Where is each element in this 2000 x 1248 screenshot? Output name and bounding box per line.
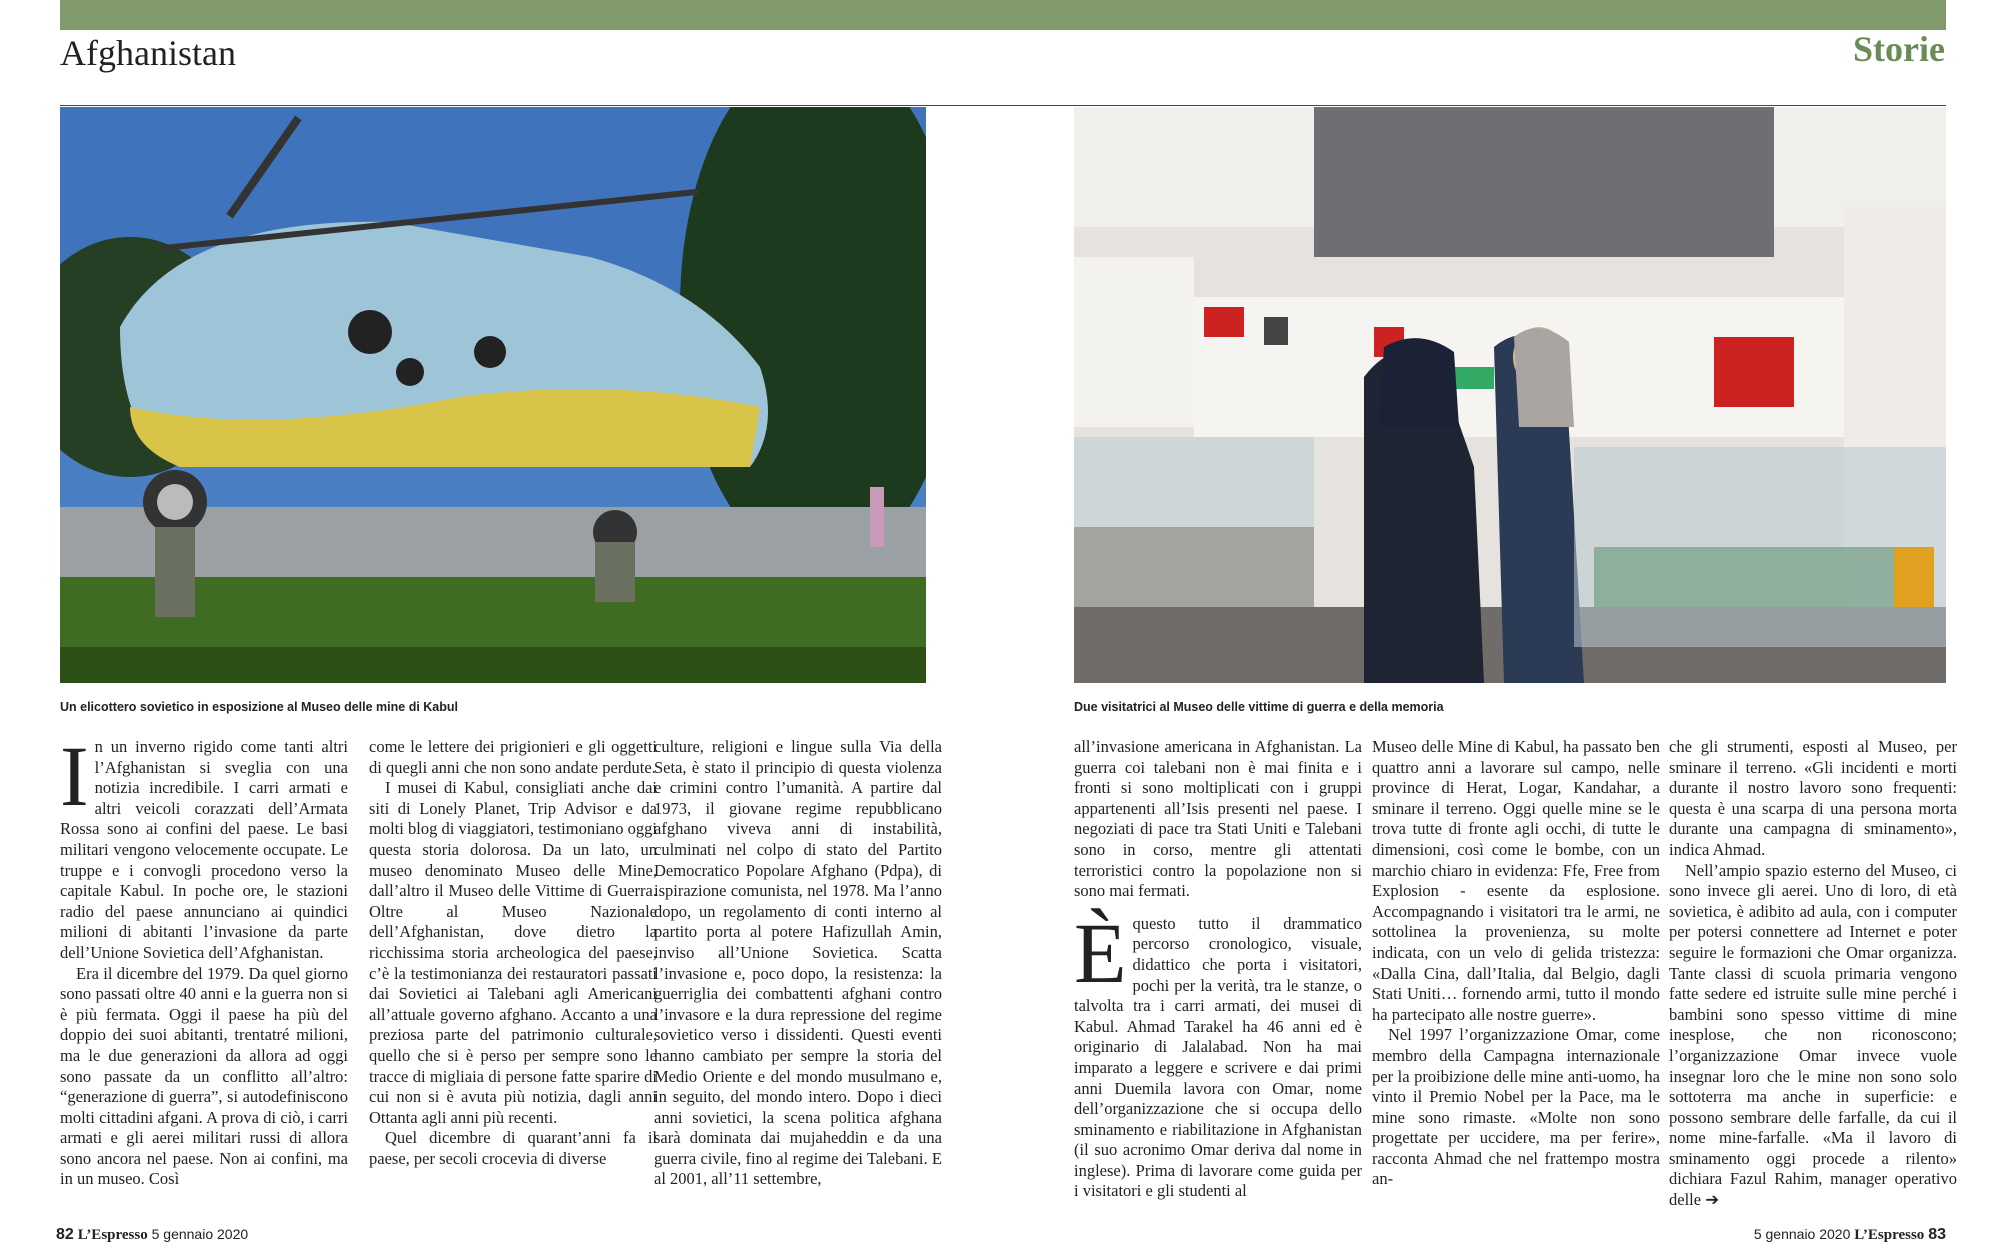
- article-column-1: [60, 728, 348, 1190]
- page-number-left: 82: [56, 1226, 74, 1243]
- article-paragraph: culture, religioni e lingue sulla Via della Seta, è stato il principio di questa violenza e crimini contro l’umanità. A partire dal 1973, il giovane regime repubblicano afghano viveva anni di instabilità, culminati nel colpo di stato del Partito Democratico Popolare Afghano (Pdpa), di ispirazione comunista, nel 1978. Ma l’anno dopo, un regolamento di conti interno al partito porta al potere Hafizullah Amin, inviso all’Unione Sovietica. Scatta l’invasione e, poco dopo, la resistenza: la guerriglia dei combattenti afghani contro l’invasore e la dura repressione del regime sovietico verso i dissidenti. Questi eventi hanno cambiato per sempre la storia del Medio Oriente e del mondo musulmano e, in seguito, del mondo intero. Dopo i dieci anni sovietici, la scena politica afghana sarà dominata dai mujaheddin e da una guerra civile, fino al regime dei Talebani. E al 2001, all’11 settembre,: [654, 737, 942, 1189]
- helicopter-photo: [60, 107, 926, 683]
- article-paragraph: Èquesto tutto il drammatico percorso cronologico, visuale, didattico che porta i visitatori, pochi per la verità, tra le stanze, o talvolta tra i carri armati, dei musei di Kabul. Ahmad Tarakel ha 46 anni ed è originario di Jalalabad. Non ha mai imparato a leggere e scrivere e dai primi anni Duemila lavora con Omar, nome dell’organizzazione che si occupa dello sminamento e riabilitazione in Afghanistan (il suo acronimo Omar deriva dal nome in inglese). Prima di lavorare come guida per i visitatori e gli studenti al: [1074, 904, 1362, 1201]
- footer-right: [1754, 1226, 1946, 1244]
- issue-date: 5 gennaio 2020: [1753, 1226, 1851, 1242]
- article-column-3: [654, 737, 942, 1190]
- article-paragraph: Museo delle Mine di Kabul, ha passato ben quattro anni a lavorare sul campo, nelle province di Herat, Logar, Kandahar, a sminare il terreno. Oggi quelle mine se le trova tutte di fronte agli occhi, di tutte le dimensioni, così come le bombe, con un marchio chiaro in evidenza: Ffe, Free from Explosion - esente da esplosione. Accompagnando i visitatori tra le armi, ne sottolinea la provenienza, su molte indicata, con un velo di gelida tristezza: «Dalla Cina, dall’Italia, dal Belgio, dagli Stati Uniti… fornendo armi, tutto il mondo ha partecipato alle nostre guerre».: [1372, 737, 1660, 1024]
- article-paragraph: come le lettere dei prigionieri e gli oggetti di quegli anni che non sono andate perdute.: [369, 737, 657, 777]
- article-column-4: [1074, 737, 1362, 1202]
- article-paragraph: che gli strumenti, esposti al Museo, per sminare il terreno. «Gli incidenti e morti durante il nostro lavoro sono frequenti: questa è una scarpa di una persona morta durante una campagna di sminamento», indica Ahmad.: [1669, 737, 1957, 859]
- article-paragraph: Era il dicembre del 1979. Da quel giorno sono passati oltre 40 anni e la guerra non si è più fermata. Oggi il paese ha più del doppio dei suoi abitanti, trentatré milioni, ma le due generazioni da allora ad oggi sono passate da un conflitto all’altro: “generazione di guerra”, si autodefiniscono molti cittadini afgani. A prova di ciò, i carri armati e gli aerei militari russi di allora sono ancora nel paese. Non ai confini, ma in un museo. Così: [60, 963, 348, 1189]
- article-column-6: [1669, 737, 1957, 1211]
- section-title-right: Storie: [1853, 29, 1945, 69]
- article-paragraph: Nell’ampio spazio esterno del Museo, ci sono invece gli aerei. Uno di loro, di età sovietica, è adibito ad aula, con i computer per potersi connettere ad Internet e poter seguire le formazioni che Omar organizza. Tante classi di scuola primaria vengono fatte sedere ed istruite sulle mine perché i bambini sono spesso vittime di mine inesplose, che non riconoscono; l’organizzazione Omar invece vuole insegnar loro che le mine non sono solo sottoterra ma anche in superficie: e possono sembrare delle farfalle, da cui il nome mine-farfalle. «Ma il lavoro di sminamento oggi procede a rilento» dichiara Fazul Rahim, manager operativo delle ➔: [1669, 860, 1957, 1210]
- issue-date: 5 gennaio 2020: [151, 1226, 249, 1242]
- magazine-name: L’Espresso: [77, 1227, 148, 1243]
- article-column-5: [1372, 737, 1660, 1190]
- article-paragraph: Nel 1997 l’organizzazione Omar, come membro della Campagna internazionale per la proibizione delle mine anti-uomo, ha vinto il Premio Nobel per la Pace, ma le mine sono rimaste. «Molte non sono progettate per uccidere, ma per ferire», racconta Ahmad che nel frattempo mostra an-: [1372, 1025, 1660, 1189]
- article-paragraph: all’invasione americana in Afghanistan. La guerra coi talebani non è mai finita e i fronti si sono moltiplicati con i gruppi appartenenti all’Isis presenti nel paese. I negoziati di pace tra Stati Uniti e Talebani sono in corso, mentre gli attentati terroristici contro la popolazione non si sono mai fermati.: [1074, 737, 1362, 901]
- footer-left: [56, 1226, 248, 1244]
- drop-cap: È: [1074, 904, 1127, 1001]
- page-number-right: 83: [1928, 1226, 1946, 1243]
- header-rule: [60, 105, 1946, 106]
- museum-photo-caption: Due visitatrici al Museo delle vittime di guerra e della memoria: [1074, 700, 1444, 714]
- article-paragraph: In un inverno rigido come tanti altri l’Afghanistan si sveglia con una notizia incredibile. I carri armati e altri veicoli corazzati dell’Armata Rossa sono ai confini del paese. Le basi militari vengono velocemente occupate. Le truppe e i convogli procedono verso la capitale Kabul. In poche ore, le stazioni radio del paese annunciano ai quindici milioni di abitanti l’invasione da parte dell’Unione Sovietica dell’Afghanistan.: [60, 728, 348, 962]
- article-paragraph: I musei di Kabul, consigliati anche dai siti di Lonely Planet, Trip Advisor e da molti blog di viaggiatori, testimoniano oggi questa storia dolorosa. Da un lato, un museo denominato Museo delle Mine, dall’altro il Museo delle Vittime di Guerra. Oltre al Museo Nazionale dell’Afghanistan, dove dietro la ricchissima storia archeologica del paese, c’è la testimonianza dei restauratori passati dai Sovietici ai Talebani agli Americani all’attuale governo afghano. Accanto a una preziosa parte del patrimonio culturale, quello che si è perso per sempre sono le tracce di migliaia di persone fatte sparire di cui non si è avuta più notizia, dagli anni Ottanta agli anni più recenti.: [369, 778, 657, 1127]
- museum-visitors-photo: [1074, 107, 1946, 683]
- section-title-left: Afghanistan: [60, 33, 236, 73]
- article-column-2: [369, 737, 657, 1169]
- section-color-bar: [60, 0, 1946, 30]
- drop-cap: I: [60, 728, 89, 824]
- article-paragraph: Quel dicembre di quarant’anni fa il paese, per secoli crocevia di diverse: [369, 1128, 657, 1168]
- magazine-name: L’Espresso: [1854, 1227, 1925, 1243]
- helicopter-photo-caption: Un elicottero sovietico in esposizione al Museo delle mine di Kabul: [60, 700, 458, 714]
